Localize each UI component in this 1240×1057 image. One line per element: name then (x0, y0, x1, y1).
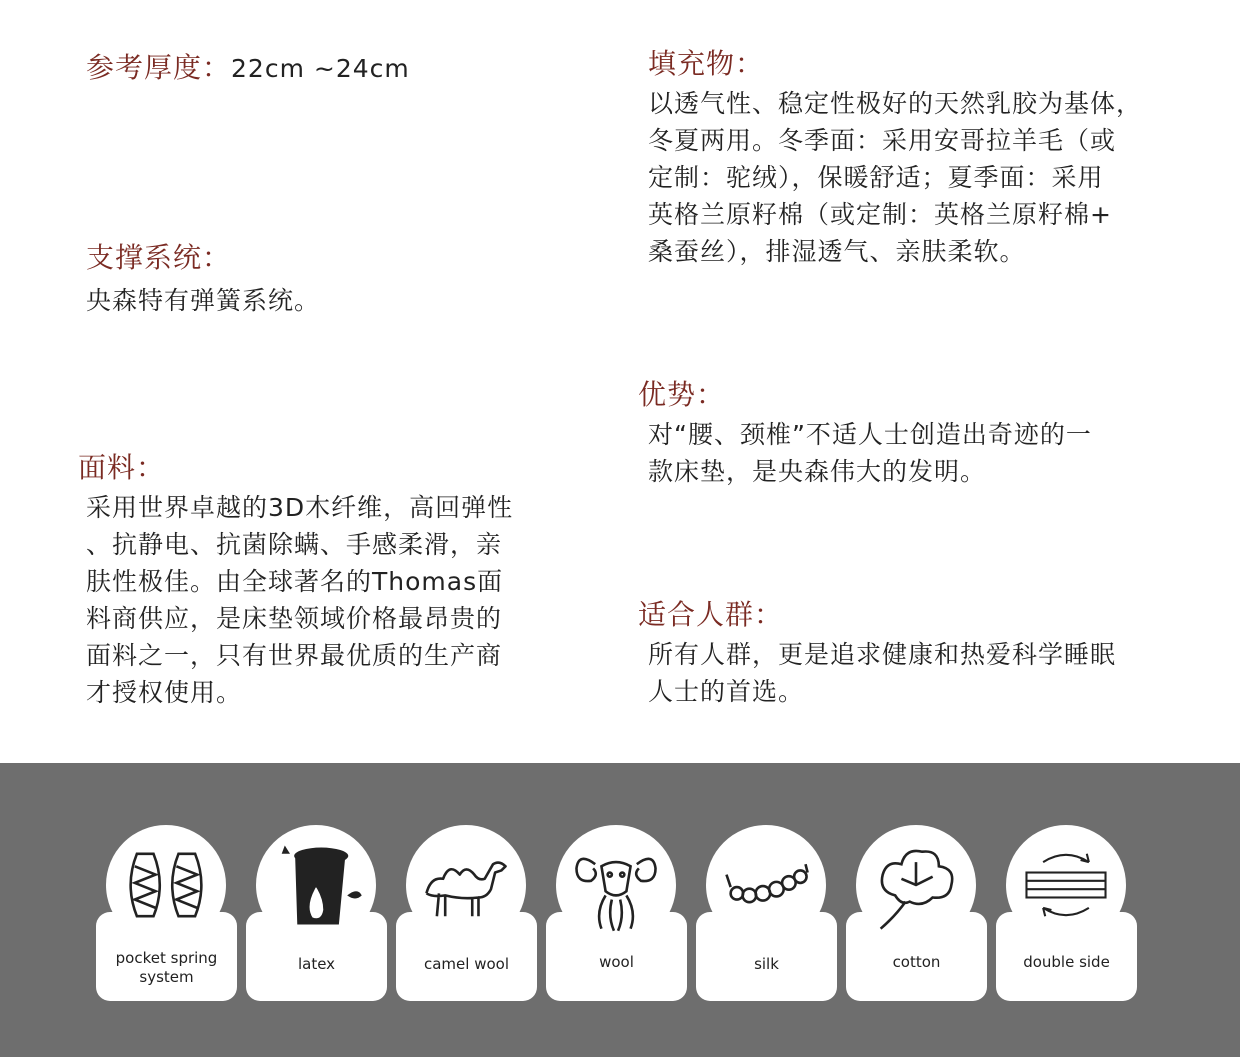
latex-circle (256, 825, 376, 945)
silkworm-icon (714, 833, 818, 937)
thickness-label: 参考厚度： (86, 51, 232, 84)
camel-icon (414, 833, 518, 937)
filling-text: 以透气性、稳定性极好的天然乳胶为基体， 冬夏两用。冬季面：采用安哥拉羊毛（或 定制：驼绒），保暖舒适；夏季面：采用 英格兰原籽棉（或定制：英格兰原籽棉+ 桑蚕丝），排湿透气、亲肤柔软。 (648, 89, 1143, 266)
material-label: camel wool (423, 955, 509, 973)
pocket-spring-icon (114, 833, 218, 937)
wool-circle (556, 825, 676, 945)
advantage-text: 对“腰、颈椎”不适人士创造出奇迹的一 款床垫，是央森伟大的发明。 (648, 420, 1092, 486)
material-label: latex (297, 955, 336, 973)
silk-circle (706, 825, 826, 945)
cotton-icon (864, 833, 968, 937)
fabric-title: 面料： (78, 451, 166, 484)
camel-circle (406, 825, 526, 945)
double-side-icon (1014, 833, 1118, 937)
ram-icon (564, 833, 668, 937)
support-title: 支撑系统： (86, 241, 232, 274)
support-text: 央森特有弹簧系统。 (86, 286, 321, 315)
pocket-spring-circle (106, 825, 226, 945)
filling-title: 填充物： (648, 47, 765, 80)
thickness-value: 22cm ~24cm (231, 54, 410, 83)
material-label: cotton (892, 953, 941, 971)
advantage-title: 优势： (638, 378, 726, 411)
material-label: double side (1023, 953, 1110, 971)
material-label: wool (599, 953, 634, 971)
fabric-text: 采用世界卓越的3D木纤维，高回弹性 、抗静电、抗菌除螨、手感柔滑，亲 肤性极佳。由全球著名的Thomas面 料商供应，是床垫领域价格最昂贵的 面料之一，只有世界最优质的生产商 才授权使用。 (86, 493, 514, 707)
material-label: pocket spring system (115, 949, 218, 986)
thickness-row (86, 46, 410, 86)
latex-tree-icon (264, 833, 368, 937)
material-label: silk (754, 955, 779, 973)
double-side-circle (1006, 825, 1126, 945)
cotton-circle (856, 825, 976, 945)
audience-title: 适合人群： (638, 598, 784, 631)
audience-text: 所有人群，更是追求健康和热爱科学睡眠 人士的首选。 (648, 640, 1117, 706)
